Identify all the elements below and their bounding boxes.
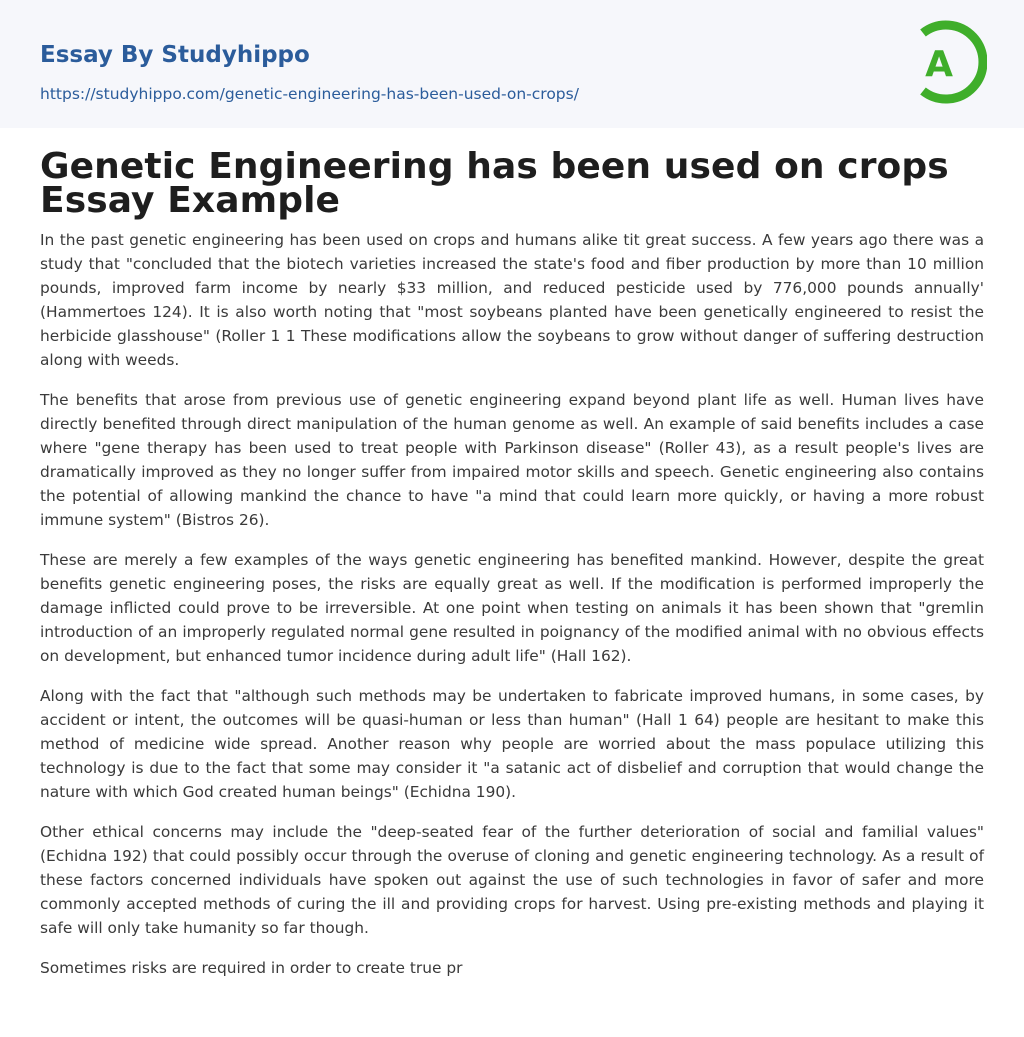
article-paragraph: Sometimes risks are required in order to create true pr (40, 959, 463, 977)
article-body (40, 228, 984, 996)
site-brand[interactable]: Essay By Studyhippo (40, 42, 310, 68)
article-paragraph: In the past genetic engineering has been used on crops and humans alike tit great success. A few years ago there was a study that "concluded that the biotech varieties increased the state's food and fiber production by more than 10 million pounds, improved farm income by nearly $33 million, and reduced pesticide used by 776,000 pounds annually' (Hammertoes 124). It is also worth noting that "most soybeans planted have been genetically engineered to resist the herbicide glasshouse" (Roller 1 1 These modifications allow the soybeans to grow without danger of suffering destruction along with weeds. (40, 231, 984, 369)
article-paragraph: Along with the fact that "although such methods may be undertaken to fabricate improved humans, in some cases, by accident or intent, the outcomes will be quasi-human or less than human" (Hall 1 64) people are hesitant to make this method of medicine wide spread. Another reason why people are worried about the mass populace utilizing this technology is due to the fact that some may consider it "a satanic act of disbelief and corruption that would change the nature with which God created human beings" (Echidna 190). (40, 687, 984, 801)
page-url-link[interactable]: https://studyhippo.com/genetic-engineering-has-been-used-on-crops/ (40, 85, 579, 103)
logo-letter: A (925, 44, 953, 85)
article-paragraph: Other ethical concerns may include the "deep-seated fear of the further deterioration of social and familial values" (Echidna 192) that could possibly occur through the overuse of cloning and genetic engineering technology. As a result of these factors concerned individuals have spoken out against the use of such technologies in favor of safer and more commonly accepted methods of curing the ill and providing crops for harvest. Using pre-existing methods and playing it safe will only take humanity so far though. (40, 823, 984, 937)
article-paragraph: The benefits that arose from previous use of genetic engineering expand beyond plant life as well. Human lives have directly benefited through direct manipulation of the human genome as well. An example of said benefits includes a case where "gene therapy has been used to treat people with Parkinson disease" (Roller 43), as a result people's lives are dramatically improved as they no longer suffer from impaired motor skills and speech. Genetic engineering also contains the potential of allowing mankind the chance to have "a mind that could learn more quickly, or having a more robust immune system" (Bistros 26). (40, 391, 984, 529)
page-title: Genetic Engineering has been used on crops Essay Example (40, 146, 949, 221)
article-paragraph: These are merely a few examples of the ways genetic engineering has benefited mankind. However, despite the great benefits genetic engineering poses, the risks are equally great as well. If the modification is performed improperly the damage inflicted could prove to be irreversible. At one point when testing on animals it has been shown that "gremlin introduction of an improperly regulated normal gene resulted in poignancy of the modified animal with no obvious effects on development, but enhanced tumor incidence during adult life" (Hall 162). (40, 551, 984, 665)
